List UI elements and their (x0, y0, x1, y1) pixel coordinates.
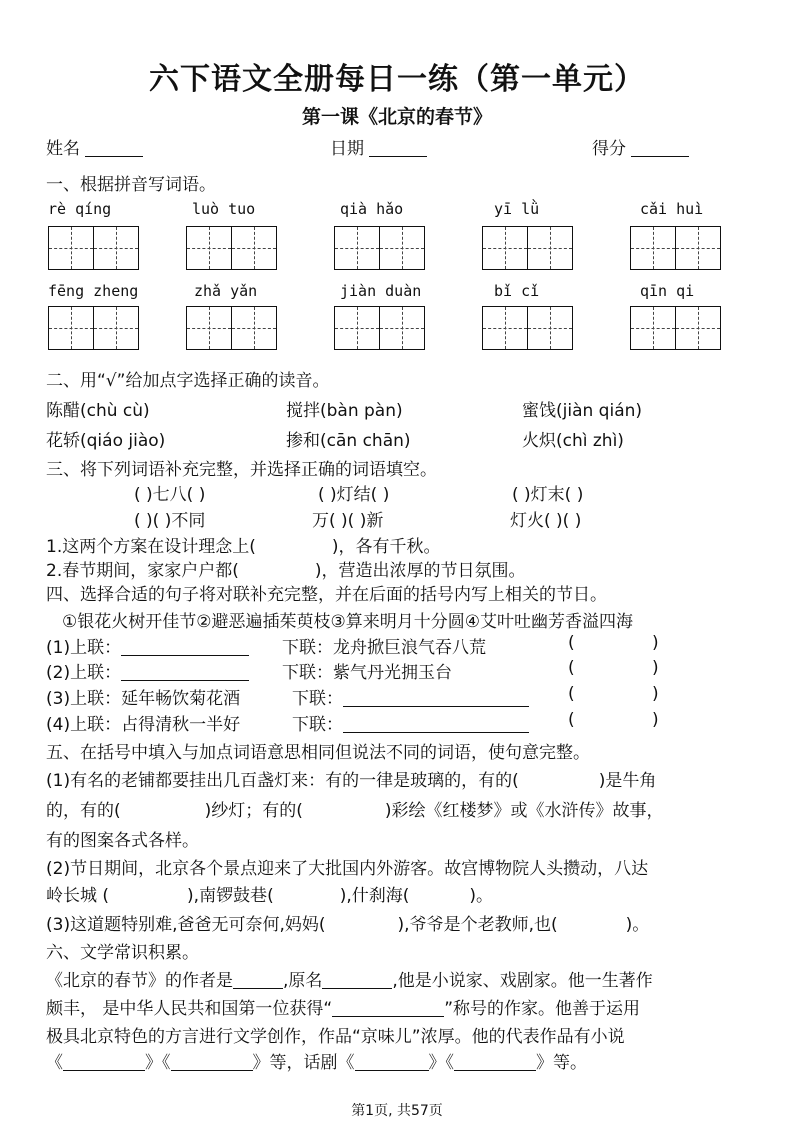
page-title: 六下语文全册每日一练（第一单元） (149, 62, 645, 97)
literature-line-2: 颇丰， 是中华人民共和国第一位获得“ ”称号的作家。他善于运用 (46, 999, 641, 1019)
passage-2-line-1: (2)节日期间，北京各个景点迎来了大批国内外游客。故宫博物院人头攒动，八达 (46, 859, 649, 879)
festival-paren-close: ) (652, 658, 659, 678)
answer-line[interactable] (63, 1054, 145, 1071)
literature-line-3: 极具北京特色的方言进行文学创作，作品“京味儿”浓厚。他的代表作品有小说 (46, 1027, 625, 1047)
couplet-row-2: (2)上联： (46, 658, 249, 683)
fill-question-2: 2.春节期间，家家户户都( )，营造出浓厚的节日氛围。 (46, 561, 526, 581)
writing-box-9[interactable] (482, 306, 571, 350)
passage-1-line-3: 有的图案各式各样。 (46, 831, 199, 851)
answer-line[interactable] (343, 716, 529, 733)
couplet-row-3: (3)上联：延年畅饮菊花酒 (46, 689, 241, 709)
answer-line[interactable] (121, 639, 249, 656)
couplet-second: 下联：龙舟掀巨浪气吞八荒 (282, 638, 486, 658)
writing-box-7[interactable] (186, 306, 275, 350)
pinyin-7: zhǎ yǎn (194, 282, 258, 300)
festival-paren-open[interactable]: ( (568, 633, 575, 653)
lesson-title: 第一课《北京的春节》 (301, 106, 492, 128)
page-footer: 第1页, 共57页 (351, 1103, 443, 1119)
reading-item[interactable]: 蜜饯(jiàn qián) (522, 401, 643, 421)
section1-heading: 一、根据拼音写词语。 (46, 175, 216, 195)
writing-box-4[interactable] (482, 226, 571, 270)
idiom-blank[interactable]: 万( )( )新 (312, 511, 384, 531)
writing-box-5[interactable] (630, 226, 719, 270)
passage-2-line-2: 岭长城 ( ),南锣鼓巷( ),什刹海( )。 (46, 886, 494, 906)
festival-paren-open[interactable]: ( (568, 658, 575, 678)
answer-line[interactable] (343, 690, 529, 707)
idiom-blank[interactable]: ( )( )不同 (134, 511, 206, 531)
idiom-blank[interactable]: 灯火( )( ) (510, 511, 582, 531)
couplet-options: ①银花火树开佳节②避恶遍插茱萸枝③算来明月十分圆④艾叶吐幽芳香溢四海 (62, 612, 633, 632)
answer-line[interactable] (322, 972, 392, 989)
answer-line[interactable] (355, 1054, 429, 1071)
idiom-blank[interactable]: ( )七八( ) (134, 485, 206, 505)
couplet-row-1: (1)上联： (46, 633, 249, 658)
pinyin-3: qià hǎo (340, 200, 404, 218)
reading-item[interactable]: 火炽(chì zhì) (522, 431, 624, 451)
idiom-blank[interactable]: ( )灯结( ) (318, 485, 390, 505)
pinyin-5: cǎi huì (640, 200, 704, 218)
writing-box-6[interactable] (48, 306, 137, 350)
pinyin-1: rè qíng (48, 200, 112, 218)
passage-1-line-1: (1)有名的老铺都要挂出几百盏灯来：有的一律是玻璃的，有的( )是牛角 (46, 771, 657, 791)
writing-box-3[interactable] (334, 226, 423, 270)
pinyin-10: qīn qi (640, 282, 695, 300)
reading-item[interactable]: 陈醋(chù cù) (46, 401, 150, 421)
writing-box-8[interactable] (334, 306, 423, 350)
score-field[interactable]: 得分 (592, 134, 689, 159)
festival-paren-open[interactable]: ( (568, 710, 575, 730)
passage-3: (3)这道题特别难,爸爸无可奈何,妈妈( ),爷爷是个老教师,也( )。 (46, 915, 650, 935)
pinyin-6: fēng zheng (48, 282, 139, 300)
section4-heading: 四、选择合适的句子将对联补充完整，并在后面的括号内写上相关的节日。 (46, 585, 607, 605)
pinyin-8: jiàn duàn (340, 282, 422, 300)
couplet-second: 下联： (292, 684, 529, 709)
answer-line[interactable] (332, 1000, 444, 1017)
section2-heading: 二、用“√”给加点字选择正确的读音。 (46, 371, 330, 391)
reading-item[interactable]: 花轿(qiáo jiào) (46, 431, 166, 451)
writing-box-1[interactable] (48, 226, 137, 270)
fill-question-1: 1.这两个方案在设计理念上( )，各有千秋。 (46, 537, 441, 557)
idiom-blank[interactable]: ( )灯末( ) (512, 485, 584, 505)
answer-line[interactable] (233, 972, 283, 989)
pinyin-4: yī lǜ (494, 200, 540, 218)
date-field[interactable]: 日期 (330, 134, 427, 159)
festival-paren-open[interactable]: ( (568, 684, 575, 704)
writing-box-10[interactable] (630, 306, 719, 350)
festival-paren-close: ) (652, 710, 659, 730)
reading-item[interactable]: 掺和(cān chān) (286, 431, 411, 451)
couplet-second: 下联： (292, 710, 529, 735)
pinyin-9: bǐ cǐ (494, 282, 540, 300)
section5-heading: 五、在括号中填入与加点词语意思相同但说法不同的词语，使句意完整。 (46, 743, 590, 763)
answer-line[interactable] (171, 1054, 253, 1071)
pinyin-2: luò tuo (192, 200, 256, 218)
festival-paren-close: ) (652, 633, 659, 653)
passage-1-line-2: 的，有的( )纱灯；有的( )彩绘《红楼梦》或《水浒传》故事， (46, 801, 664, 821)
couplet-row-4: (4)上联：占得清秋一半好 (46, 715, 241, 735)
answer-line[interactable] (121, 664, 249, 681)
couplet-second: 下联：紫气丹光拥玉台 (282, 663, 452, 683)
name-field[interactable]: 姓名 (46, 134, 143, 159)
section6-heading: 六、文学常识积累。 (46, 943, 199, 963)
festival-paren-close: ) (652, 684, 659, 704)
literature-line-4: 《 》《 》等，话剧《 》《 》等。 (46, 1053, 587, 1073)
reading-item[interactable]: 搅拌(bàn pàn) (286, 401, 403, 421)
writing-box-2[interactable] (186, 226, 275, 270)
literature-line-1: 《北京的春节》的作者是 ,原名 ,他是小说家、戏剧家。他一生著作 (46, 971, 653, 991)
answer-line[interactable] (454, 1054, 536, 1071)
section3-heading: 三、将下列词语补充完整，并选择正确的词语填空。 (46, 460, 437, 480)
